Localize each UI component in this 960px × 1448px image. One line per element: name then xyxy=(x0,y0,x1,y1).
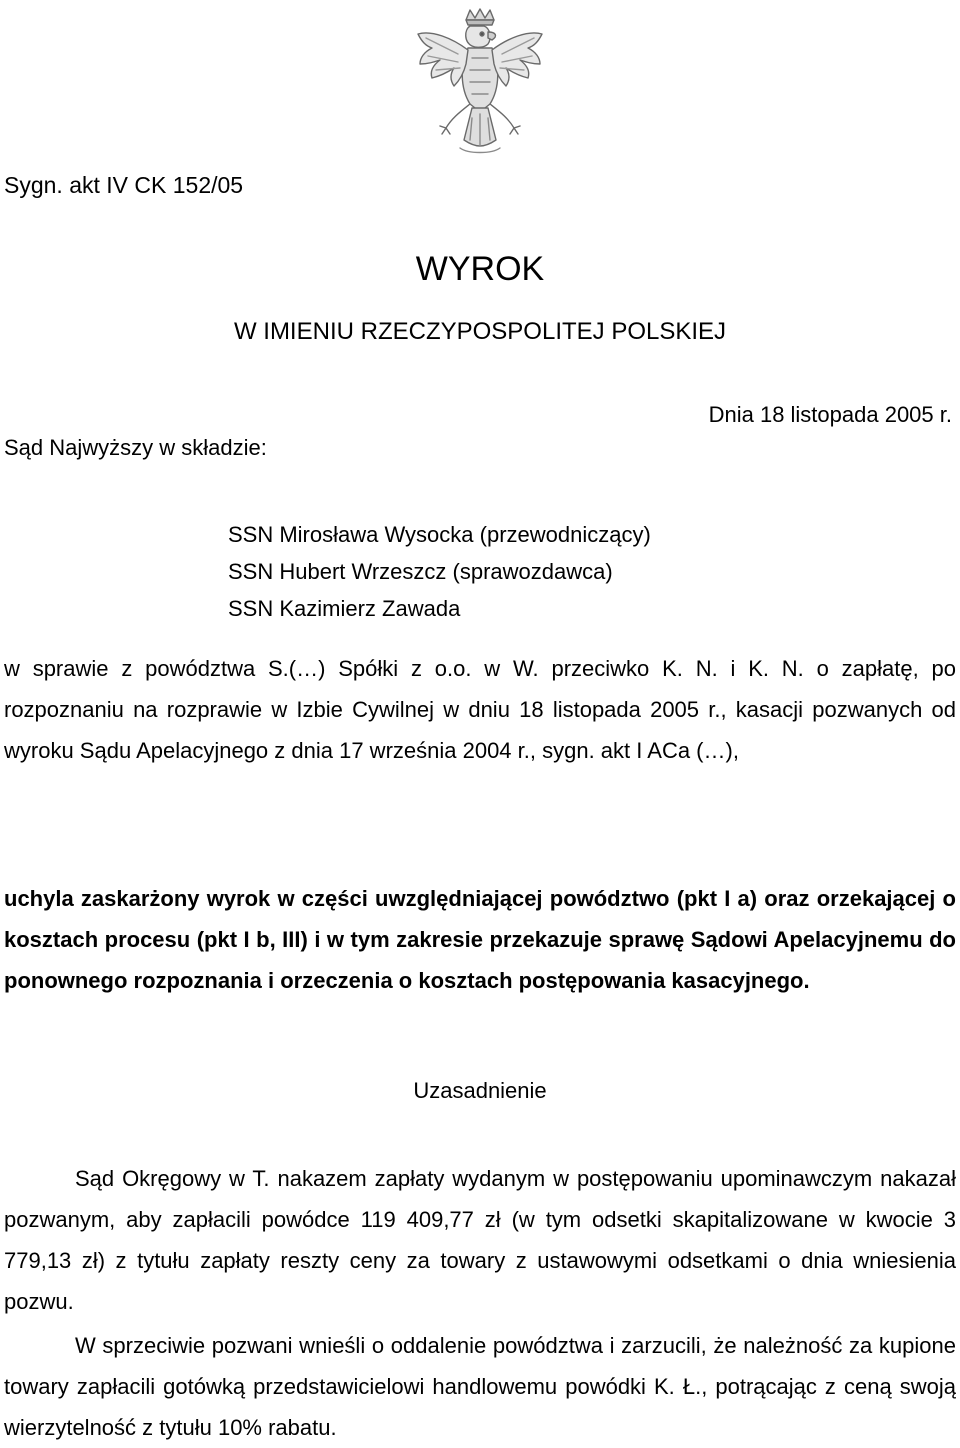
judge-rapporteur: SSN Hubert Wrzeszcz (sprawozdawca) xyxy=(228,559,613,584)
document-title: WYROK xyxy=(415,250,545,288)
judgment-date: Dnia 18 listopada 2005 r. xyxy=(708,402,952,427)
case-introduction: w sprawie z powództwa S.(…) Spółki z o.o. w W. przeciwko K. N. i K. N. o zapłatę, po rozpoznaniu na rozprawie w Izbie Cywilnej w dniu 18 listopada 2005 r., kasacji pozwanych od wyroku Sądu Apelacyjnego z dnia 17 września 2004 r., sygn. akt I ACa (…), xyxy=(4,656,956,763)
court-composition-label: Sąd Najwyższy w składzie: xyxy=(4,435,267,460)
justification-paragraph: Sąd Okręgowy w T. nakazem zapłaty wydanym w postępowaniu upominawczym nakazał pozwanym, aby zapłacili powódce 119 409,77 zł (w tym odsetki skapitalizowane w kwocie 3 779,13 zł) z tytułu zapłaty reszty ceny za towary z ustawowymi odsetkami o dnia wniesienia pozwu. xyxy=(4,1166,956,1314)
judges-list xyxy=(228,516,651,627)
judge-presiding: SSN Mirosława Wysocka (przewodniczący) xyxy=(228,522,651,547)
judge-member: SSN Kazimierz Zawada xyxy=(228,596,461,621)
case-number: Sygn. akt IV CK 152/05 xyxy=(4,172,244,198)
polish-eagle-emblem-icon xyxy=(412,8,548,158)
ruling-text: uchyla zaskarżony wyrok w części uwzględniającej powództwo (pkt I a) oraz orzekającej o kosztach procesu (pkt I b, III) i w tym zakresie przekazuje sprawę Sądowi Apelacyjnemu do ponownego rozpoznania i orzeczenia o kosztach postępowania kasacyjnego. xyxy=(4,886,956,993)
justification-paragraph: W sprzeciwie pozwani wnieśli o oddalenie powództwa i zarzucili, że należność za kupione towary zapłacili gotówką przedstawicielowi handlowemu powódki K. Ł., potrącając z ceną swoją wierzytelność z tytułu 10% rabatu. xyxy=(4,1333,956,1440)
justification-heading: Uzasadnienie xyxy=(413,1078,547,1103)
document-subtitle: W IMIENIU RZECZYPOSPOLITEJ POLSKIEJ xyxy=(233,318,727,345)
